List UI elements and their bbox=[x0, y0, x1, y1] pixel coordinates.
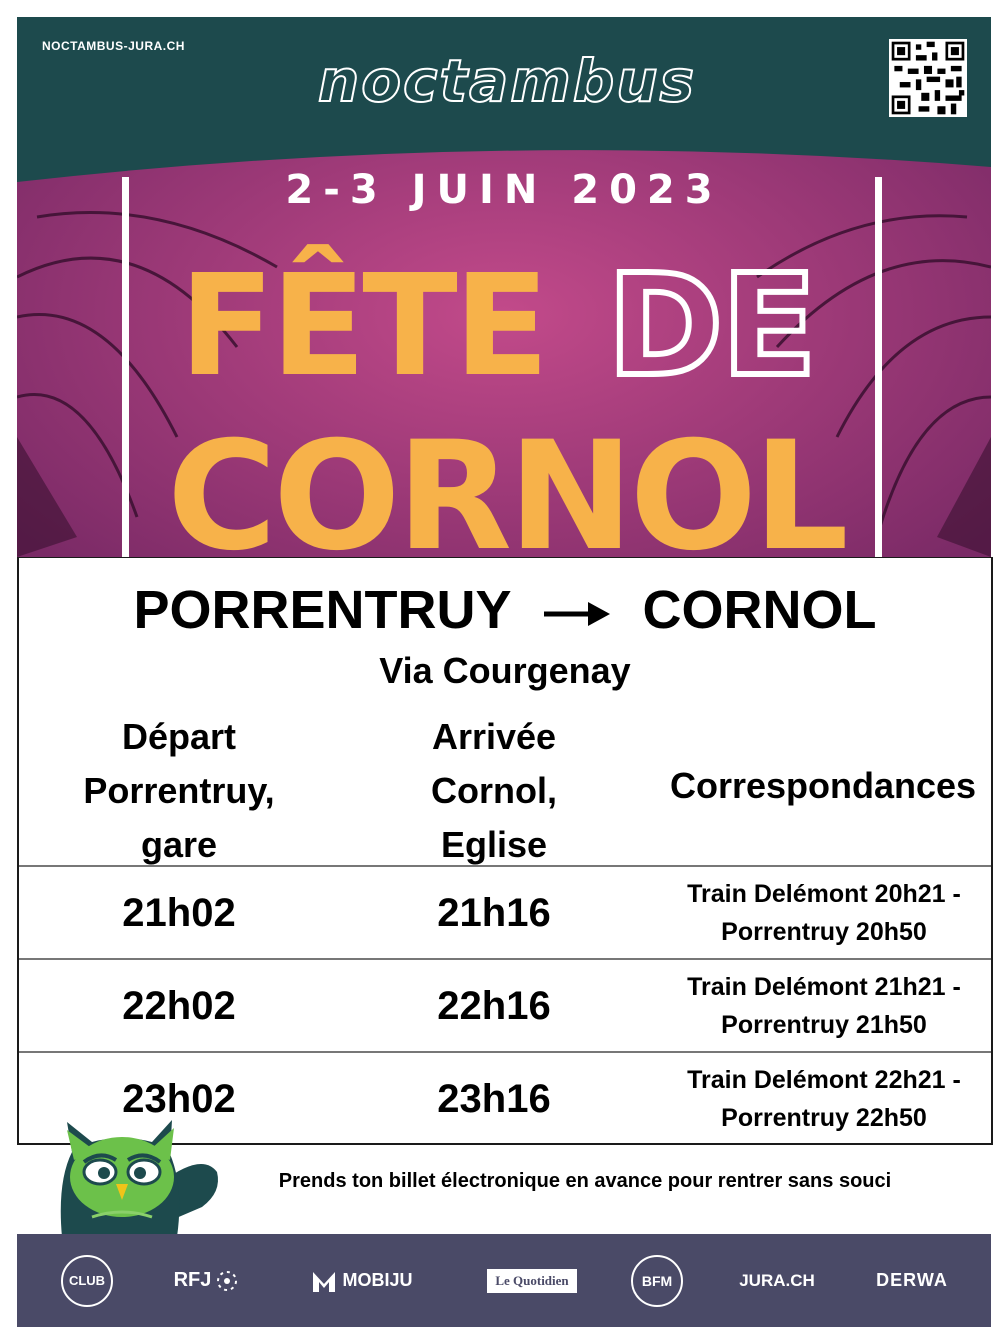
correspondance-line2: Porrentruy 22h50 bbox=[721, 1104, 927, 1132]
rfj-dots-icon bbox=[214, 1268, 240, 1294]
header-correspondances: Correspondances bbox=[669, 765, 977, 806]
event-title-cornol: CORNOL bbox=[167, 410, 845, 557]
arrivee-time: 22h16 bbox=[437, 984, 551, 1028]
correspondance-line1: Train Delémont 20h21 - bbox=[687, 880, 961, 908]
correspondance bbox=[639, 1061, 1008, 1137]
noctambus-logo bbox=[287, 39, 727, 131]
route-to: CORNOL bbox=[642, 580, 877, 640]
mobiju-m-icon bbox=[311, 1268, 337, 1294]
route-via: Via Courgenay bbox=[379, 650, 631, 691]
qr-code[interactable] bbox=[889, 39, 967, 117]
event-title-fete: FÊTE bbox=[179, 245, 546, 408]
arrow-right-icon bbox=[544, 599, 610, 629]
header-arrivee-line3: Eglise bbox=[440, 824, 548, 865]
correspondance-line2: Porrentruy 21h50 bbox=[721, 1011, 927, 1039]
arrivee-time: 21h16 bbox=[437, 891, 551, 935]
header-arrivee-line1: Arrivée bbox=[431, 716, 557, 757]
brand-name: noctambus bbox=[317, 47, 697, 115]
header-depart-line2: Porrentruy, bbox=[83, 770, 275, 811]
route-from: PORRENTRUY bbox=[133, 580, 511, 640]
header-arrivee bbox=[334, 710, 654, 872]
correspondance bbox=[639, 968, 1008, 1044]
correspondance-line2: Porrentruy 20h50 bbox=[721, 918, 927, 946]
schedule-table bbox=[17, 557, 993, 1145]
correspondance-line1: Train Delémont 21h21 - bbox=[687, 973, 961, 1001]
header-depart-line3: gare bbox=[140, 824, 218, 865]
depart-time: 23h02 bbox=[122, 1077, 236, 1121]
owl-mascot-icon bbox=[52, 1112, 222, 1237]
quotidien-name: Le Quotidien bbox=[487, 1269, 576, 1293]
sponsor-mobiju-logo bbox=[302, 1234, 422, 1327]
route-heading bbox=[19, 580, 991, 640]
site-url: NOCTAMBUS-JURA.CH bbox=[42, 39, 185, 53]
table-row bbox=[19, 865, 991, 959]
table-row bbox=[19, 958, 991, 1052]
depart-time: 21h02 bbox=[122, 891, 236, 935]
depart-time: 22h02 bbox=[122, 984, 236, 1028]
correspondance bbox=[639, 875, 1008, 951]
correspondance-line1: Train Delémont 22h21 - bbox=[687, 1066, 961, 1094]
event-title-de: DE bbox=[607, 245, 815, 408]
rfj-name: RFJ bbox=[173, 1269, 212, 1291]
jura-name: JURA.CH bbox=[739, 1270, 815, 1290]
event-date: 2-3 JUIN 2023 bbox=[285, 167, 723, 213]
sponsor-jura-logo bbox=[722, 1234, 832, 1327]
header-depart-line1: Départ bbox=[121, 716, 237, 757]
ticket-note: Prends ton billet électronique en avance pour rentrer sans souci bbox=[278, 1170, 892, 1192]
sponsor-derwa-logo bbox=[867, 1234, 957, 1327]
sponsor-bfm-logo bbox=[627, 1234, 687, 1327]
header-depart bbox=[19, 710, 339, 872]
sponsor-club-logo bbox=[57, 1234, 117, 1327]
derwa-name: DERWA bbox=[876, 1270, 948, 1290]
club-name: CLUB bbox=[61, 1255, 113, 1307]
bfm-name: BFM bbox=[631, 1255, 683, 1307]
mobiju-name: MOBIJU bbox=[342, 1270, 413, 1290]
arrivee-time: 23h16 bbox=[437, 1077, 551, 1121]
sponsor-bar bbox=[17, 1234, 991, 1327]
sponsor-quotidien-logo bbox=[477, 1234, 587, 1327]
header-arrivee-line2: Cornol, bbox=[431, 770, 557, 811]
event-poster bbox=[17, 17, 991, 557]
sponsor-rfj-logo bbox=[162, 1234, 252, 1327]
